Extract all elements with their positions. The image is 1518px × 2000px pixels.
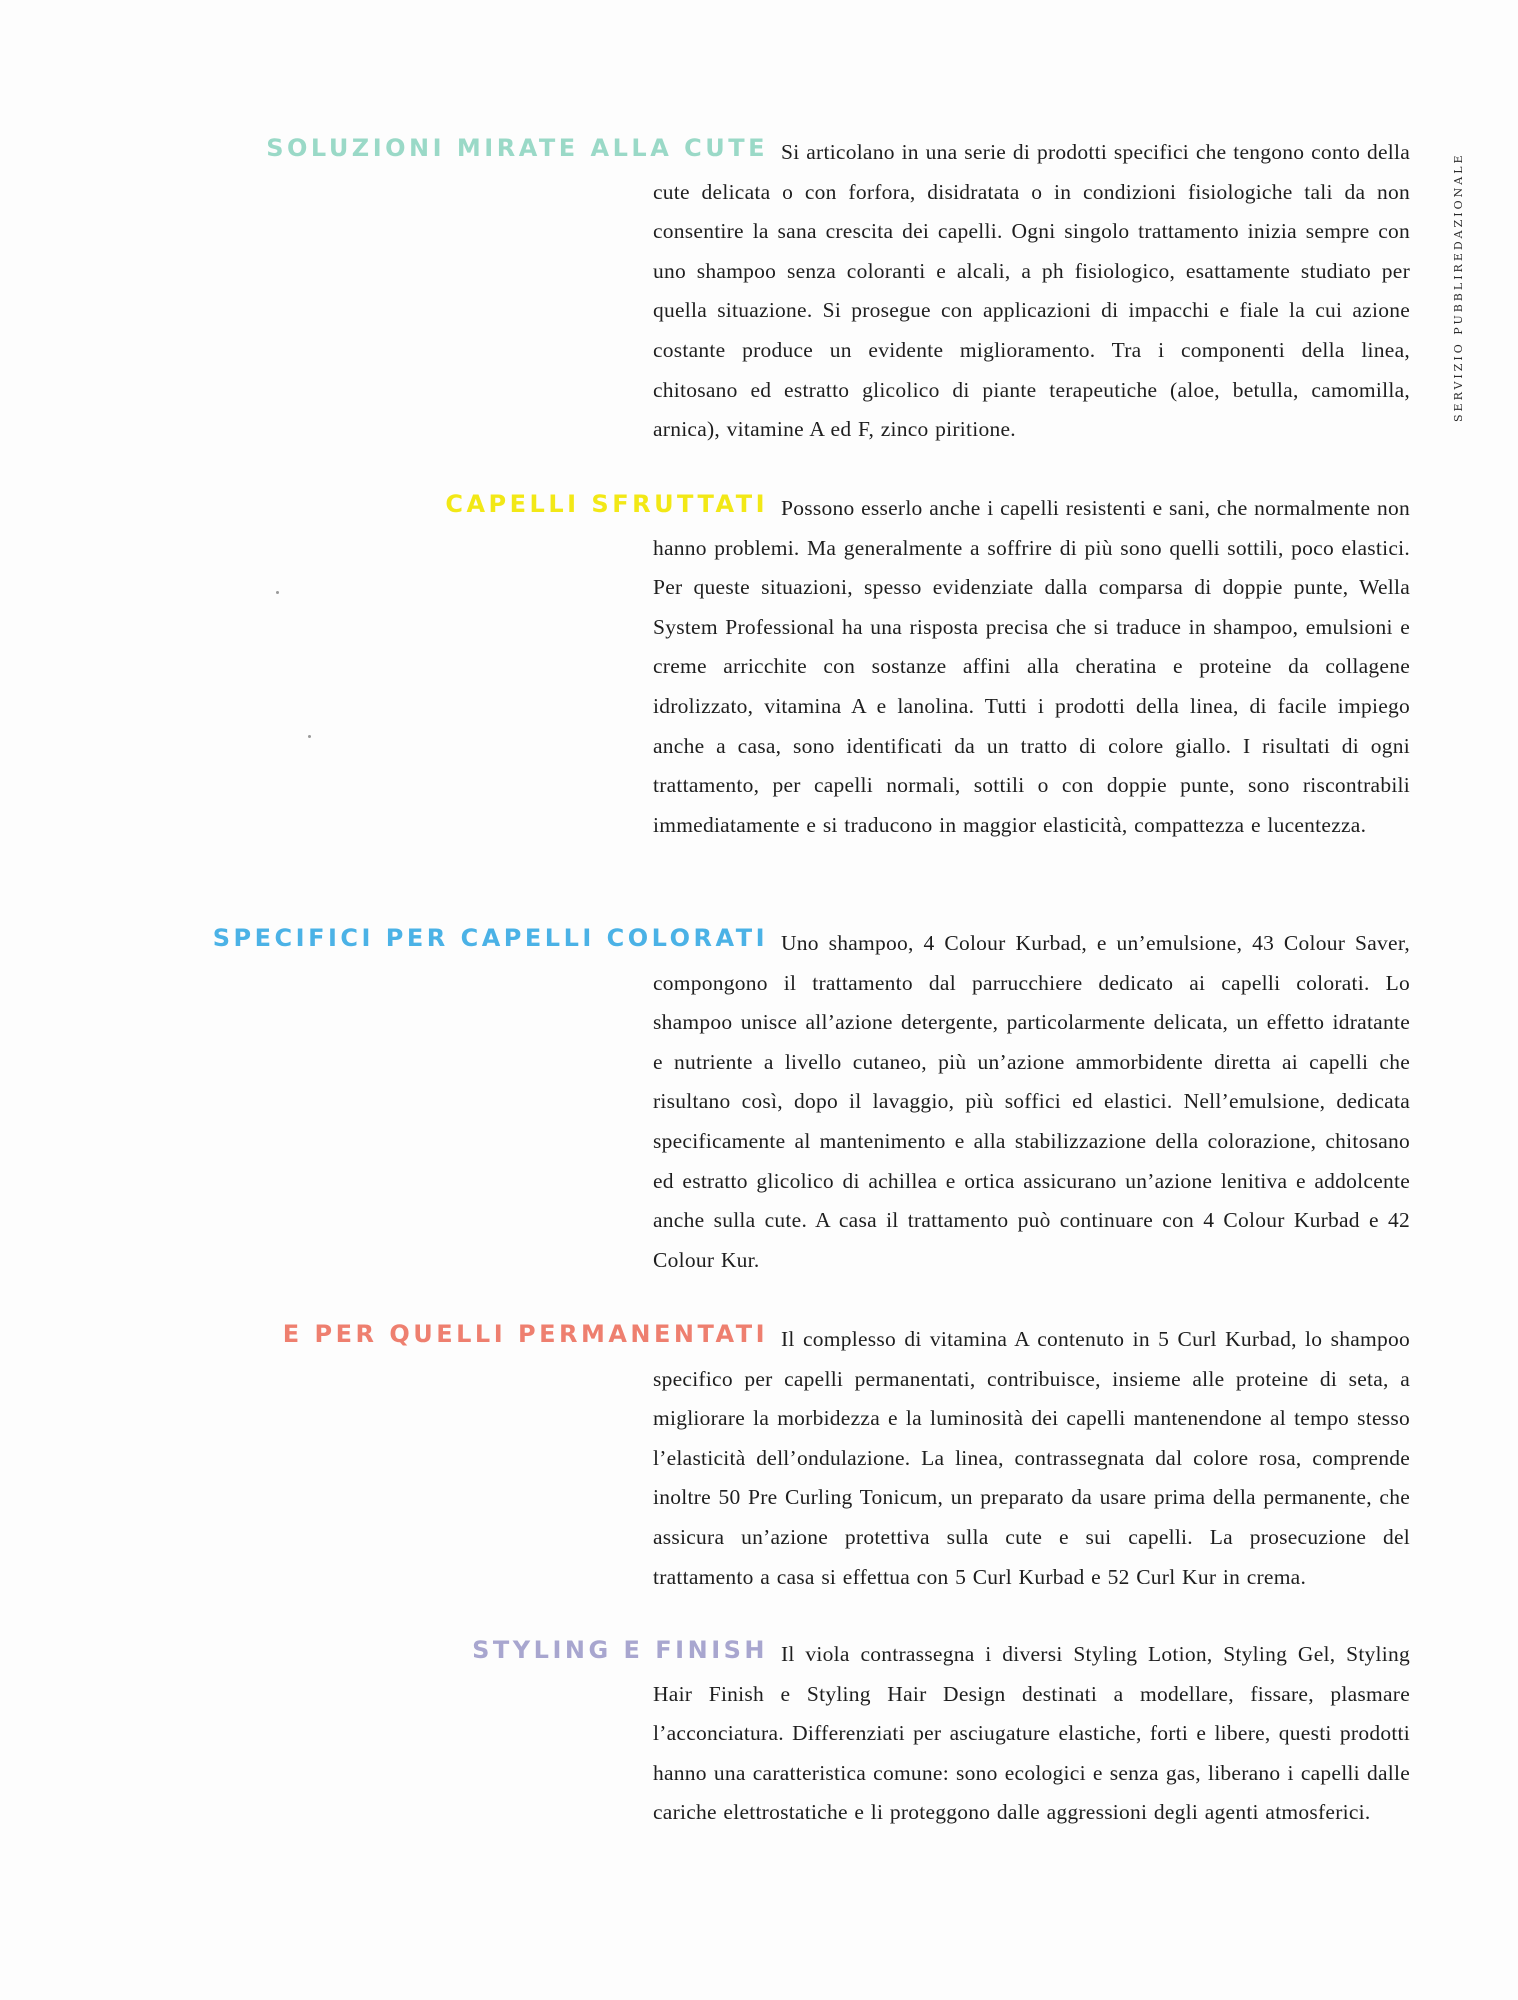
section-heading-stressed-hair: CAPELLI SFRUTTATI <box>445 490 768 518</box>
print-speck <box>276 591 279 594</box>
section-heading-permed-hair: E PER QUELLI PERMANENTATI <box>282 1320 768 1348</box>
section-heading-colored-hair: SPECIFICI PER CAPELLI COLORATI <box>212 924 768 952</box>
section-text-stressed-hair: Possono esserlo anche i capelli resistenti e sani, che normalmente non hanno problemi. Ma generalmente a soffrire di più sono quelli sottili, poco elastici. Per queste situazioni, spesso evidenziate dalla comparsa di doppie punte, Wella System Professional ha una risposta precisa che si traduce in shampoo, emulsioni e creme arricchite con sostanze affini alla cheratina e proteine da collagene idrolizzato, vitamina A e lanolina. Tutti i prodotti della linea, di facile impiego anche a casa, sono identificati da un tratto di colore giallo. I risultati di ogni trattamento, per capelli normali, sottili o con doppie punte, sono riscontrabili immediatamente e si traducono in maggior elasticità, compattezza e lucentezza. <box>653 496 1410 837</box>
print-speck <box>308 735 311 738</box>
section-text-permed-hair: Il complesso di vitamina A contenuto in 5 Curl Kurbad, lo shampoo specifico per capelli permanentati, contribuisce, insieme alle proteine di seta, a migliorare la morbidezza e la luminosità dei capelli mantenendone al tempo stesso l’elasticità dell’ondulazione. La linea, contrassegnata dal colore rosa, comprende inoltre 50 Pre Curling Tonicum, un preparato da usare prima della permanente, che assicura un’azione protettiva sulla cute e sui capelli. La prosecuzione del trattamento a casa si effettua con 5 Curl Kurbad e 52 Curl Kur in crema. <box>653 1327 1410 1589</box>
section-text-colored-hair: Uno shampoo, 4 Colour Kurbad, e un’emulsione, 43 Colour Saver, compongono il trattamento dal parrucchiere dedicato ai capelli colorati. Lo shampoo unisce all’azione detergente, particolarmente delicata, un effetto idratante e nutriente a livello cutaneo, più un’azione ammorbidente diretta ai capelli che risultano così, dopo il lavaggio, più soffici ed elastici. Nell’emulsione, dedicata specificamente al mantenimento e alla stabilizzazione della colorazione, chitosano ed estratto glicolico di achillea e ortica assicurano un’azione lenitiva e addolcente anche sulla cute. A casa il trattamento può continuare con 4 Colour Kurbad e 42 Colour Kur. <box>653 931 1410 1272</box>
section-heading-styling-finish: STYLING E FINISH <box>472 1636 768 1664</box>
section-text-styling-finish: Il viola contrassegna i diversi Styling Lotion, Styling Gel, Styling Hair Finish e Styling Hair Design destinati a modellare, fissare, plasmare l’acconciatura. Differenziati per asciugature elastiche, forti e libere, questi prodotti hanno una caratteristica comune: sono ecologici e senza gas, liberano i capelli dalle cariche elettrostatiche e li proteggono dalle aggressioni degli agenti atmosferici. <box>653 1642 1410 1825</box>
section-heading-scalp-solutions: SOLUZIONI MIRATE ALLA CUTE <box>266 134 768 162</box>
section-text-scalp-solutions: Si articolano in una serie di prodotti specifici che tengono conto della cute delicata o con forfora, disidratata o in condizioni fisiologiche tali da non consentire la sana crescita dei capelli. Ogni singolo trattamento inizia sempre con uno shampoo senza coloranti e alcali, a ph fisiologico, esattamente studiato per quella situazione. Si prosegue con applicazioni di impacchi e fiale la cui azione costante produce un evidente miglioramento. Tra i componenti della linea, chitosano ed estratto glicolico di piante terapeutiche (aloe, betulla, camomilla, arnica), vitamine A ed F, zinco piritione. <box>653 140 1410 442</box>
side-label: SERVIZIO PUBBLIREDAZIONALE <box>1452 152 1465 422</box>
